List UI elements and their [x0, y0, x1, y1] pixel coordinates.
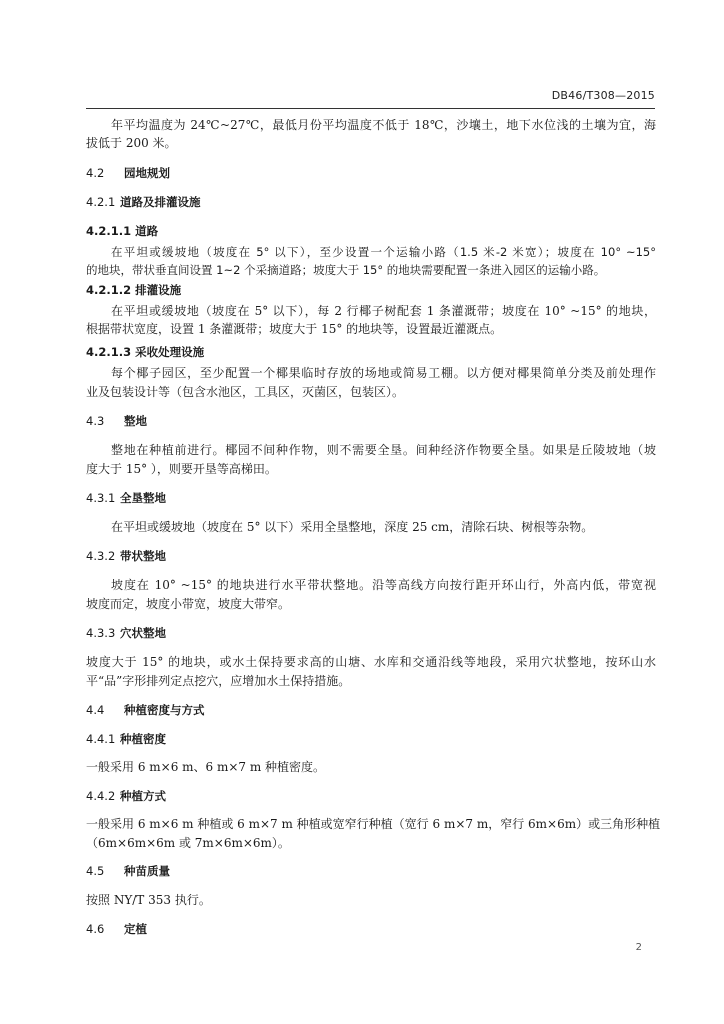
paragraph-climate-line2: 拔低于 200 米。 [86, 136, 177, 150]
heading-number: 4.2.1 [86, 195, 116, 209]
paragraph-strip-tillage-line2: 坡度而定，坡度小带宽，坡度大带窄。 [86, 597, 291, 611]
heading-number: 4.3.3 [86, 626, 116, 640]
heading-4-5 [86, 863, 656, 879]
heading-4-6 [86, 921, 656, 937]
header-divider [86, 108, 655, 109]
heading-title: 全垦整地 [120, 491, 166, 505]
paragraph-pit-tillage-line1: 坡度大于 15° 的地块，或水土保持要求高的山塘、水库和交通沿线等地段，采用穴状整地，按环山水 [86, 655, 656, 669]
paragraph-method-line1: 一般采用 6 m×6 m 种植或 6 m×7 m 种植或宽窄行种植（宽行 6 m×7 m，窄行 6m×6m）或三角形种植 [86, 817, 661, 831]
heading-title: 整地 [124, 414, 147, 428]
heading-4-2-1-2: 4.2.1.2 排灌设施 [86, 283, 182, 297]
heading-title: 种植方式 [120, 789, 166, 803]
heading-title: 种苗质量 [124, 864, 170, 878]
heading-4-3-2 [86, 548, 656, 564]
heading-number: 4.4.1 [86, 732, 116, 746]
heading-4-2-1-1: 4.2.1.1 道路 [86, 224, 159, 238]
heading-4-2-1 [86, 194, 656, 210]
paragraph-land-prep-line1: 整地在种植前进行。椰园不间种作物，则不需要全垦。间种经济作物要全垦。如果是丘陵坡地（坡 [111, 443, 656, 457]
paragraph-density: 一般采用 6 m×6 m、6 m×7 m 种植密度。 [86, 760, 326, 774]
heading-title: 园地规划 [124, 166, 170, 180]
heading-4-3-3 [86, 625, 656, 641]
heading-4-2-1-3: 4.2.1.3 采收处理设施 [86, 345, 205, 359]
heading-number: 4.4.2 [86, 789, 116, 803]
paragraph-roads-line1: 在平坦或缓坡地（坡度在 5° 以下），至少设置一个运输小路（1.5 米-2 米宽）；坡度在 10° ~15° [111, 245, 656, 259]
heading-4-4-1 [86, 731, 656, 747]
paragraph-irrigation-line2: 根据带状宽度，设置 1 条灌溉带；坡度大于 15° 的地块等，设置最近灌溉点。 [86, 322, 503, 336]
heading-4-3 [86, 413, 656, 429]
page-number: 2 [635, 942, 642, 953]
paragraph-strip-tillage-line1: 坡度在 10° ~15° 的地块进行水平带状整地。沿等高线方向按行距开环山行，外高内低，带宽视 [111, 578, 656, 592]
paragraph-full-tillage: 在平坦或缓坡地（坡度在 5° 以下）采用全垦整地，深度 25 cm，清除石块、树根等杂物。 [111, 520, 594, 534]
paragraph-method-line2: （6m×6m×6m 或 7m×6m×6m）。 [86, 836, 290, 850]
heading-number: 4.3.1 [86, 491, 116, 505]
heading-4-4-2 [86, 788, 656, 804]
heading-number: 4.2 [86, 166, 105, 180]
heading-4-3-1 [86, 490, 656, 506]
heading-title: 带状整地 [120, 549, 166, 563]
paragraph-seedling-quality: 按照 NY/T 353 执行。 [86, 893, 211, 907]
paragraph-harvest-line2: 业及包装设计等（包含水池区，工具区，灭菌区，包装区）。 [86, 385, 405, 399]
heading-number: 4.5 [86, 864, 105, 878]
heading-number: 4.3 [86, 414, 105, 428]
heading-title: 定植 [124, 922, 147, 936]
paragraph-land-prep-line2: 度大于 15° ），则要开垦等高梯田。 [86, 462, 277, 476]
heading-number: 4.3.2 [86, 549, 116, 563]
paragraph-irrigation-line1: 在平坦或缓坡地（坡度在 5° 以下），每 2 行椰子树配套 1 条灌溉带；坡度在 10° ~15° 的地块， [111, 304, 656, 318]
heading-title: 种植密度 [120, 732, 166, 746]
standard-code: DB46/T308—2015 [551, 89, 655, 102]
heading-number: 4.6 [86, 922, 105, 936]
heading-title: 道路及排灌设施 [120, 195, 201, 209]
heading-title: 种植密度与方式 [124, 703, 205, 717]
paragraph-pit-tillage-line2: 平“品”字形排列定点挖穴，应增加水土保持措施。 [86, 674, 351, 688]
heading-title: 穴状整地 [120, 626, 166, 640]
paragraph-roads-line2: 的地块，带状垂直间设置 1~2 个采摘道路；坡度大于 15° 的地块需要配置一条进入园区的运输小路。 [86, 263, 606, 277]
paragraph-climate-line1: 年平均温度为 24℃~27℃，最低月份平均温度不低于 18℃，沙壤土，地下水位浅的土壤为宜，海 [111, 118, 656, 132]
paragraph-harvest-line1: 每个椰子园区，至少配置一个椰果临时存放的场地或简易工棚。以方便对椰果简单分类及前处理作 [111, 366, 656, 380]
heading-4-4 [86, 702, 656, 718]
heading-number: 4.4 [86, 703, 105, 717]
heading-4-2 [86, 165, 656, 181]
